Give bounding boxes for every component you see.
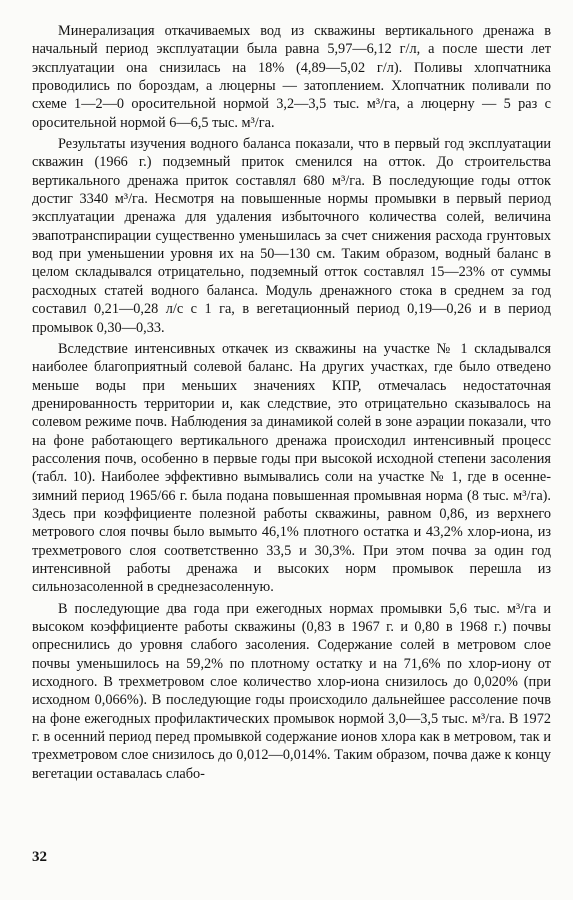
body-text <box>32 22 551 786</box>
paragraph-desalination: В последующие два года при ежегодных нормах промывки 5,6 тыс. м³/га и высоком коэффициенте работы скважины (0,83 в 1967 г. и 0,80 в 1968 г.) почвы опреснились до уровня слабого засоления. Содержание солей в метровом слое почвы уменьшилось на 59,2% по плотному остатку и на 71,6% по хлор-иону от исходного. В трехметровом слое количество хлор-иона снизилось до 0,020% (при исходном 0,066%). В последующие годы происходило дальнейшее рассоление почв на фоне ежегодных профилактических промывок нормой 3,0—3,5 тыс. м³/га. В 1972 г. в осенний период перед промывкой содержание ионов хлора как в метровом, так и трехметровом слое снизилось до 0,012—0,014%. Таким образом, почва даже к концу вегетации оставалась слабо- <box>32 600 551 782</box>
paragraph-mineralization: Минерализация откачиваемых вод из скважины вертикального дренажа в начальный период эксплуатации была равна 5,97—6,12 г/л, а после шести лет эксплуатации она снизилась на 18% (4,89—5,02 г/л). Поливы хлопчатника проводились по бороздам, а люцерны — затоплением. Хлопчатник поливали по схеме 1—2—0 оросительной нормой 3,2—3,5 тыс. м³/га, а люцерну — 5 раз с оросительной нормой 6—6,5 тыс. м³/га. <box>32 23 551 131</box>
page-number: 32 <box>32 849 47 865</box>
paragraph-water-balance: Результаты изучения водного баланса показали, что в первый год эксплуатации скважин (1966 г.) подземный приток сменился на отток. До строительства вертикального дренажа приток составлял 680 м³/га. В последующие годы отток достиг 3340 м³/га. Несмотря на повышенные нормы промывки в первый период эксплуатации дренажа для удаления избыточного количества солей, величина эвапотранспирации существенно уменьшилась за счет снижения расхода грунтовых вод при уменьшении уровня их на 50—130 см. Таким образом, водный баланс в целом складывался отрицательно, подземный отток составлял 15—23% от суммы расходных статей водного баланса. Модуль дренажного стока в среднем за год составил 0,21—0,28 л/с с 1 га, в вегетационный период 0,19—0,26 и в период промывок 0,30—0,33. <box>32 136 551 336</box>
paragraph-salt-balance: Вследствие интенсивных откачек из скважины на участке № 1 складывался наиболее благоприятный солевой баланс. На других участках, где было отведено меньше воды при меньших значениях КПР, отмечалась недостаточная дренированность территории и, как следствие, это отрицательно сказывалось на солевом режиме почв. Наблюдения за динамикой солей в зоне аэрации показали, что на фоне работающего вертикального дренажа происходил интенсивный процесс рассоления почв, особенно в первые годы при высокой исходной степени засоления (табл. 10). Наиболее эффективно вымывались соли на участке № 1, где в осенне-зимний период 1965/66 г. была подана повышенная промывная норма (8 тыс. м³/га). Здесь при коэффициенте полезной работы скважины, равном 0,86, из верхнего метрового слоя почвы было вымыто 46,1% плотного остатка и 43,2% хлор-иона, из трехметрового слоя соответственно 33,5 и 30,3%. При этом почва за один год интенсивной работы дренажа и высоких норм промывок перешла из сильнозасоленной в среднезасоленную. <box>32 340 551 596</box>
